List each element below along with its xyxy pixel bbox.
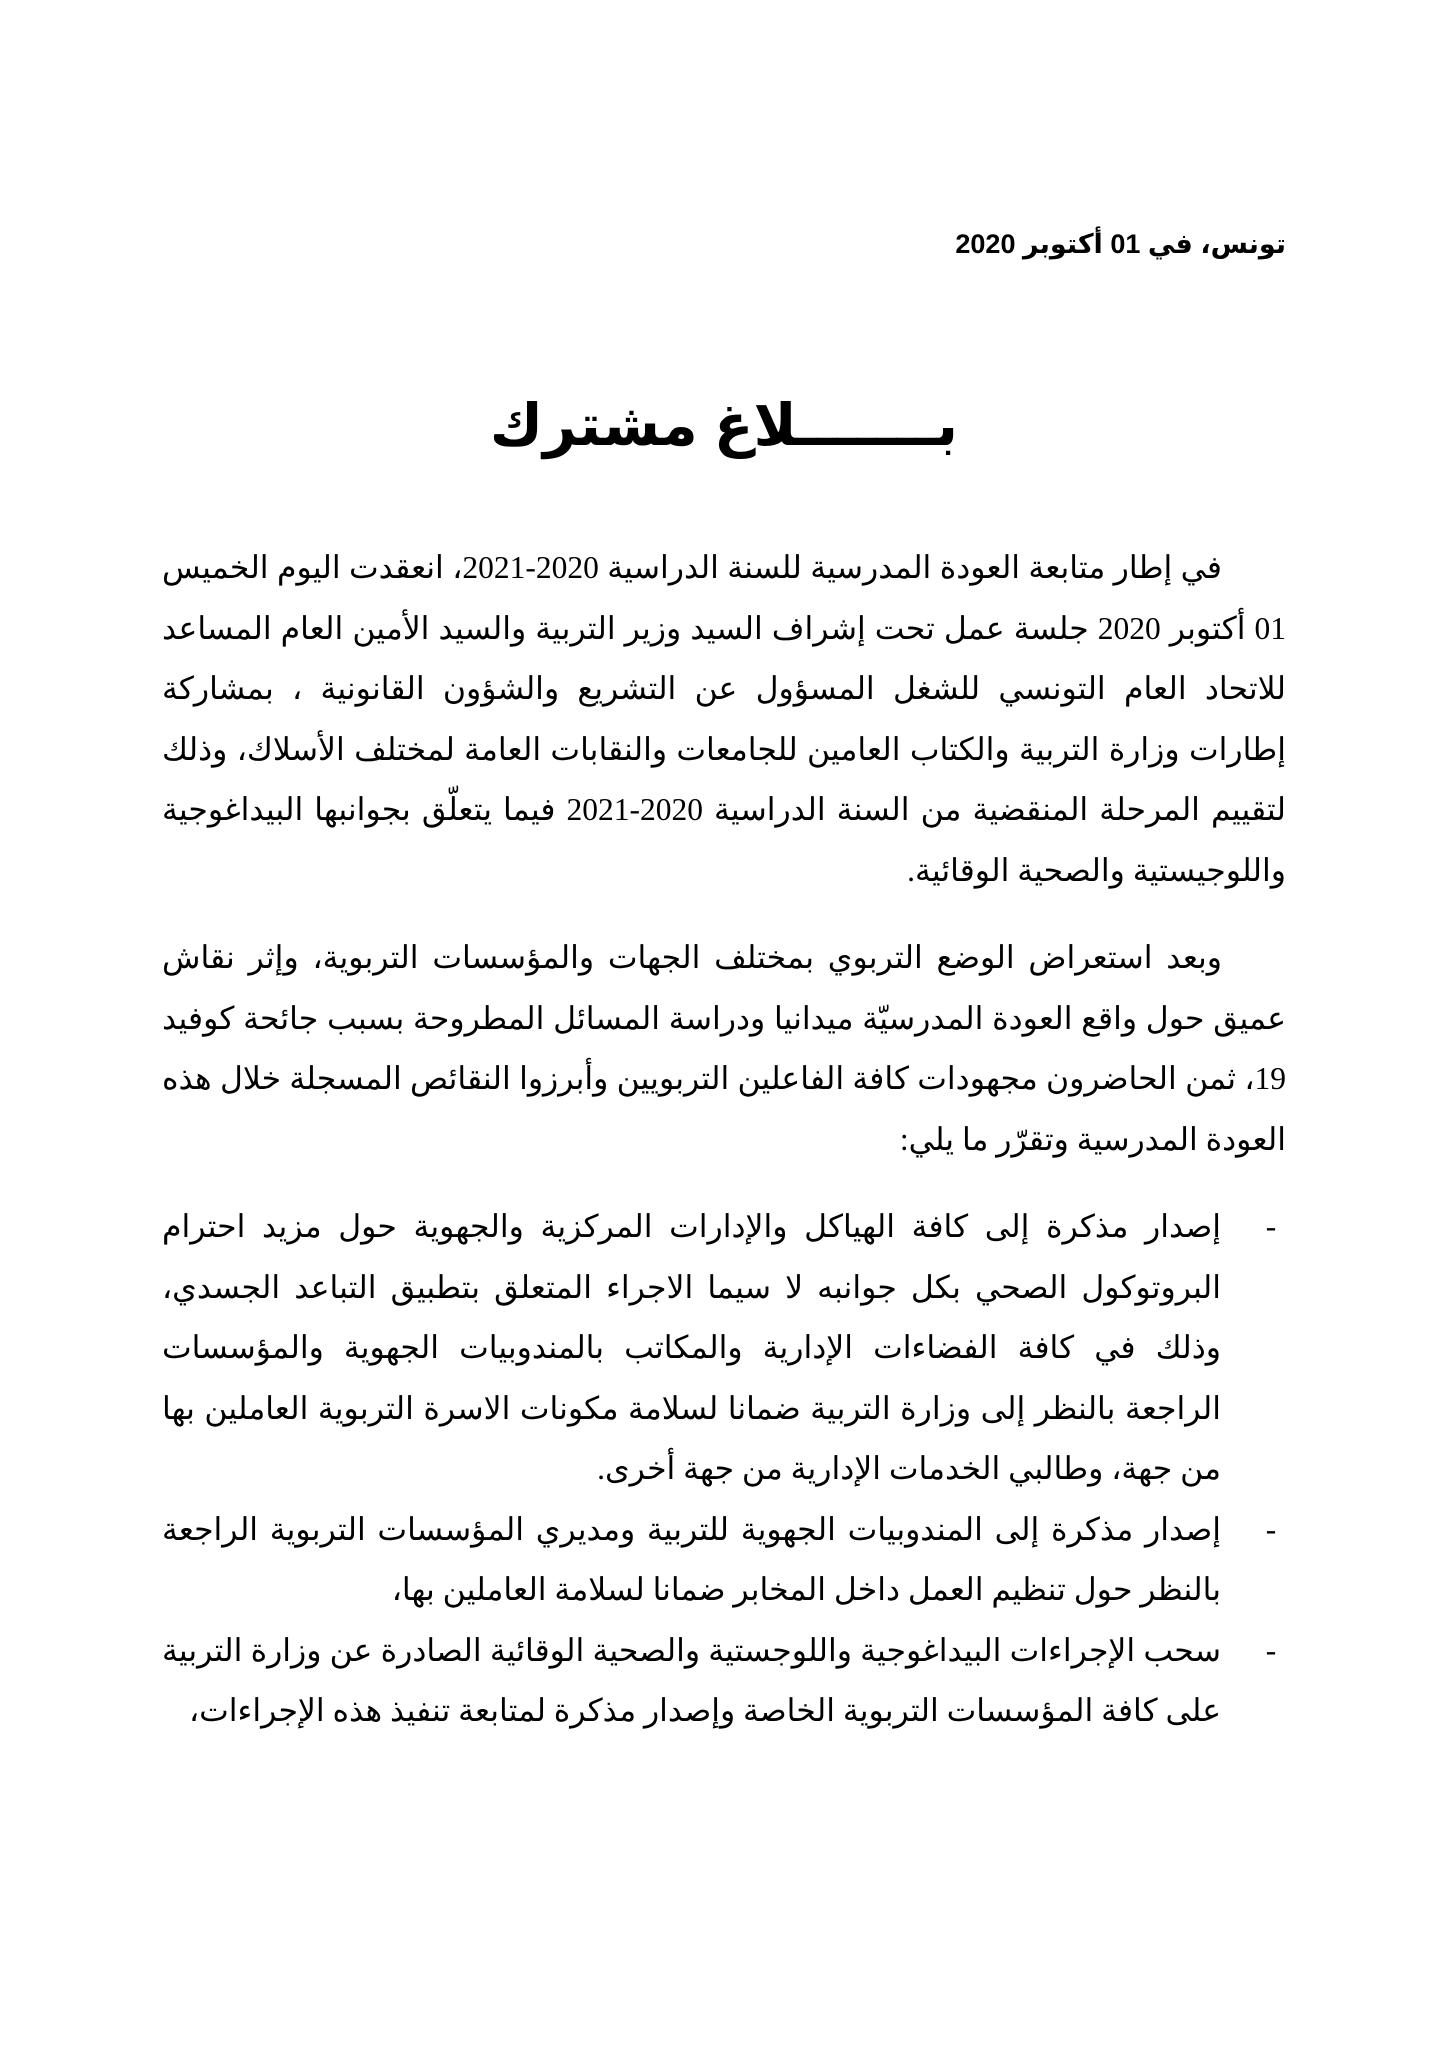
decisions-list bbox=[162, 1197, 1286, 1742]
list-item bbox=[162, 1621, 1286, 1742]
list-item-text: سحب الإجراءات البيداغوجية واللوجستية والصحية الوقائية الصادرة عن وزارة التربية على كافة المؤسسات التربوية الخاصة وإصدار مذكرة لمتابعة تنفيذ هذه الإجراءات، bbox=[162, 1632, 1221, 1728]
discussion-paragraph: وبعد استعراض الوضع التربوي بمختلف الجهات والمؤسسات التربوية، وإثر نقاش عميق حول واقع العودة المدرسيّة ميدانيا ودراسة المسائل المطروحة بسبب جائحة كوفيد 19، ثمن الحاضرون مجهودات كافة الفاعلين التربويين وأبرزوا النقائص المسجلة خلال هذه العودة المدرسية وتقرّر ما يلي: bbox=[162, 940, 1286, 1157]
intro-paragraph: في إطار متابعة العودة المدرسية للسنة الدراسية 2020-2021، انعقدت اليوم الخميس 01 أكتوبر 2020 جلسة عمل تحت إشراف السيد وزير التربية والسيد الأمين العام المساعد للاتحاد العام التونسي للشغل المسؤول عن التشريع والشؤون القانونية ، بمشاركة إطارات وزارة التربية والكتاب العامين للجامعات والنقابات العامة لمختلف الأسلاك، وذلك لتقييم المرحلة المنقضية من السنة الدراسية 2020-2021 فيما يتعلّق بجوانبها البيداغوجية واللوجيستية والصحية الوقائية. bbox=[162, 550, 1286, 888]
list-item bbox=[162, 1500, 1286, 1621]
dash-bullet-icon: - bbox=[1265, 1632, 1277, 1668]
list-item-text: إصدار مذكرة إلى كافة الهياكل والإدارات المركزية والجهوية حول مزيد احترام البروتوكول الصحي بكل جوانبه لا سيما الاجراء المتعلق بتطبيق التباعد الجسدي، وذلك في كافة الفضاءات الإدارية والمكاتب بالمندوبيات الجهوية والمؤسسات الراجعة بالنظر إلى وزارة التربية ضمانا لسلامة مكونات الاسرة التربوية العاملين بها من جهة، وطالبي الخدمات الإدارية من جهة أخرى. bbox=[162, 1209, 1221, 1486]
document-title: بـــــــلاغ مشترك bbox=[489, 393, 959, 458]
document-body bbox=[162, 538, 1286, 1742]
list-item bbox=[162, 1197, 1286, 1500]
list-item-text: إصدار مذكرة إلى المندوبيات الجهوية للتربية ومديري المؤسسات التربوية الراجعة بالنظر حول تنظيم العمل داخل المخابر ضمانا لسلامة العاملين بها، bbox=[162, 1511, 1221, 1607]
dash-bullet-icon: - bbox=[1265, 1511, 1277, 1547]
date-line: تونس، في 01 أكتوبر 2020 bbox=[955, 229, 1286, 259]
dash-bullet-icon: - bbox=[1265, 1209, 1277, 1244]
